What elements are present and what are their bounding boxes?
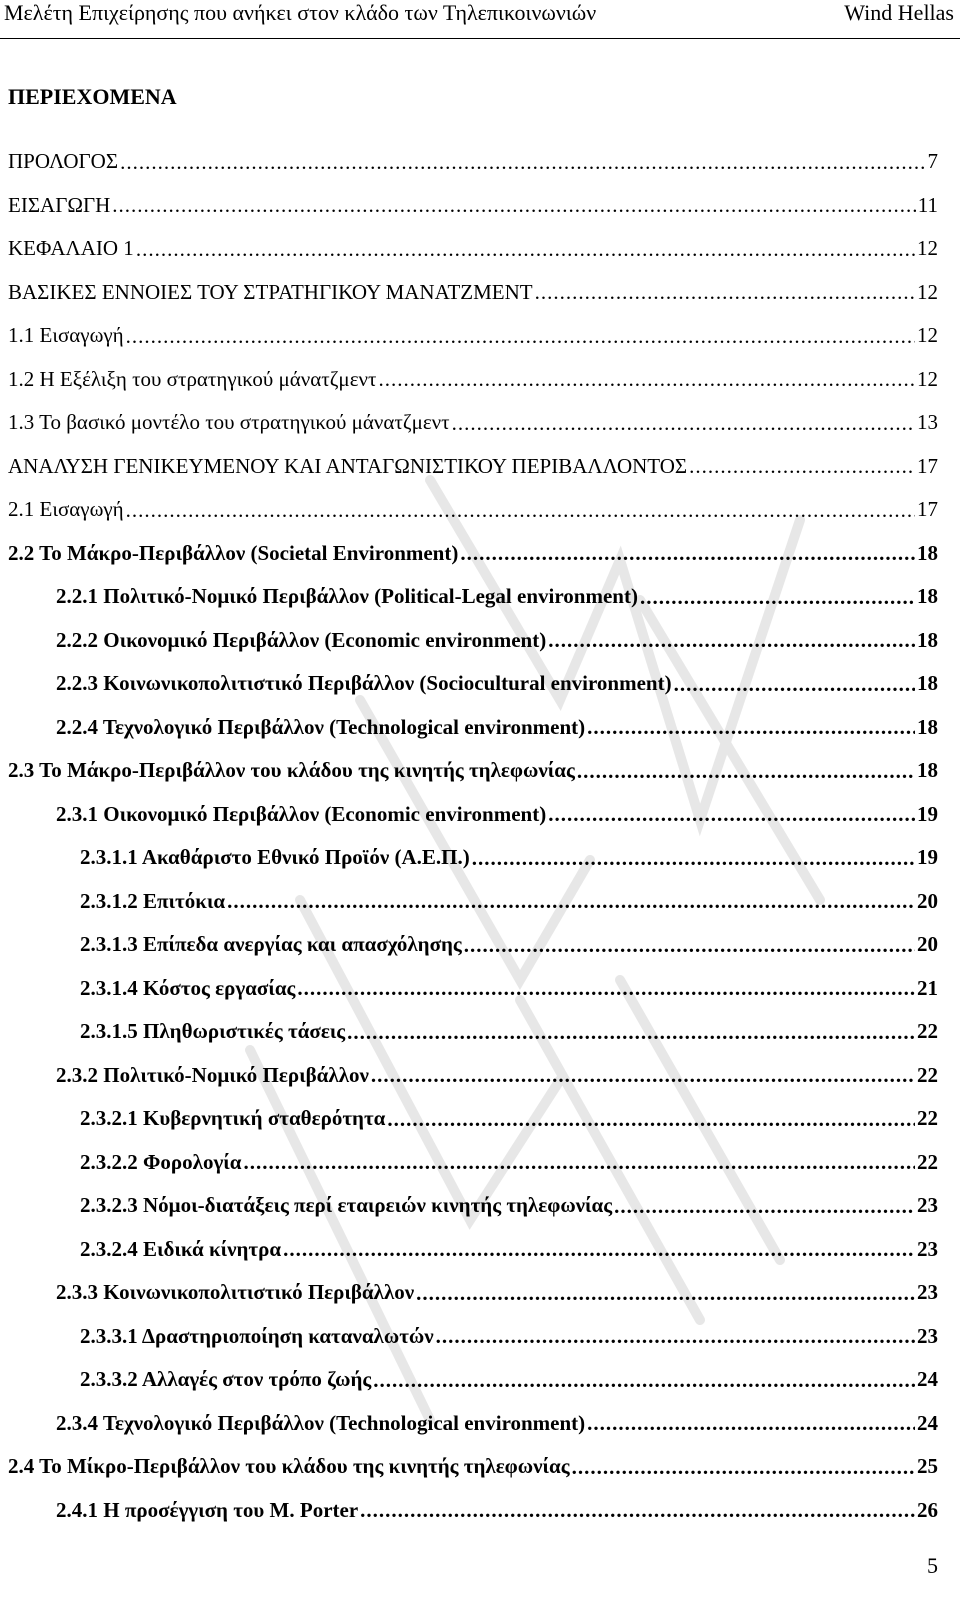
toc-entry-title: 2.4 Το Μίκρο-Περιβάλλον του κλάδου της κινητής τηλεφωνίας bbox=[8, 1454, 570, 1479]
toc-entry[interactable] bbox=[0, 1010, 960, 1054]
toc-entry-title: 2.2.1 Πολιτικό-Νομικό Περιβάλλον (Political-Legal environment) bbox=[56, 584, 638, 609]
toc-leader-dots bbox=[416, 1280, 915, 1306]
toc-entry-title: 1.1 Εισαγωγή bbox=[8, 323, 124, 348]
toc-entry-page: 23 bbox=[917, 1236, 938, 1261]
toc-leader-dots bbox=[227, 888, 915, 914]
table-of-contents bbox=[0, 140, 960, 1532]
toc-entry[interactable] bbox=[0, 488, 960, 532]
toc-entry-page: 12 bbox=[917, 236, 938, 261]
toc-entry-page: 13 bbox=[917, 410, 938, 435]
toc-entry-title: 2.3.2.4 Ειδικά κίνητρα bbox=[80, 1236, 282, 1261]
toc-leader-dots bbox=[378, 366, 915, 392]
toc-entry-title: ΠΡΟΛΟΓΟΣ bbox=[8, 149, 119, 174]
toc-entry-page: 18 bbox=[917, 627, 938, 652]
toc-leader-dots bbox=[548, 801, 915, 827]
toc-leader-dots bbox=[640, 584, 915, 610]
toc-entry-page: 25 bbox=[917, 1454, 938, 1479]
toc-entry[interactable] bbox=[0, 184, 960, 228]
toc-leader-dots bbox=[460, 540, 915, 566]
toc-entry[interactable] bbox=[0, 793, 960, 837]
toc-leader-dots bbox=[472, 845, 915, 871]
toc-entry-title: ΒΑΣΙΚΕΣ ΕΝΝΟΙΕΣ ΤΟΥ ΣΤΡΑΤΗΓΙΚΟΥ ΜΑΝΑΤΖΜΕΝΤ bbox=[8, 279, 533, 304]
toc-entry-title: 2.3.2.1 Κυβερνητική σταθερότητα bbox=[80, 1106, 386, 1131]
toc-entry-page: 22 bbox=[917, 1149, 938, 1174]
toc-entry-page: 12 bbox=[917, 366, 938, 391]
toc-entry-title: 2.3.3.1 Δραστηριοποίηση καταναλωτών bbox=[80, 1323, 434, 1348]
toc-entry[interactable] bbox=[0, 1054, 960, 1098]
toc-entry-title: 2.3.1.2 Επιτόκια bbox=[80, 888, 226, 913]
toc-leader-dots bbox=[347, 1019, 915, 1045]
toc-entry[interactable] bbox=[0, 271, 960, 315]
toc-entry-page: 23 bbox=[917, 1323, 938, 1348]
toc-entry-page: 26 bbox=[917, 1497, 938, 1522]
toc-entry-page: 12 bbox=[917, 323, 938, 348]
toc-leader-dots bbox=[120, 149, 925, 175]
toc-entry[interactable] bbox=[0, 1315, 960, 1359]
toc-leader-dots bbox=[297, 975, 915, 1001]
toc-leader-dots bbox=[572, 1454, 915, 1480]
toc-leader-dots bbox=[283, 1236, 915, 1262]
toc-leader-dots bbox=[136, 236, 915, 262]
toc-entry-title: 2.3.2.2 Φορολογία bbox=[80, 1149, 242, 1174]
toc-leader-dots bbox=[112, 192, 916, 218]
toc-entry-page: 22 bbox=[917, 1062, 938, 1087]
toc-leader-dots bbox=[387, 1106, 915, 1132]
toc-leader-dots bbox=[587, 1410, 915, 1436]
toc-entry-page: 12 bbox=[917, 279, 938, 304]
toc-entry-title: 2.3.4 Τεχνολογικό Περιβάλλον (Technological environment) bbox=[56, 1410, 586, 1435]
toc-entry[interactable] bbox=[0, 1228, 960, 1272]
toc-leader-dots bbox=[360, 1497, 915, 1523]
toc-entry[interactable] bbox=[0, 1445, 960, 1489]
toc-entry[interactable] bbox=[0, 619, 960, 663]
toc-entry[interactable] bbox=[0, 1184, 960, 1228]
toc-entry[interactable] bbox=[0, 314, 960, 358]
toc-leader-dots bbox=[577, 758, 915, 784]
toc-leader-dots bbox=[244, 1149, 915, 1175]
toc-leader-dots bbox=[464, 932, 915, 958]
toc-leader-dots bbox=[689, 453, 915, 479]
toc-entry[interactable] bbox=[0, 1402, 960, 1446]
toc-leader-dots bbox=[452, 410, 915, 436]
toc-entry-page: 17 bbox=[917, 497, 938, 522]
toc-leader-dots bbox=[436, 1323, 915, 1349]
toc-entry[interactable] bbox=[0, 575, 960, 619]
toc-entry-page: 18 bbox=[917, 671, 938, 696]
toc-leader-dots bbox=[614, 1193, 915, 1219]
toc-entry-title: 1.2 Η Εξέλιξη του στρατηγικού μάνατζμεντ bbox=[8, 366, 377, 391]
toc-entry-page: 22 bbox=[917, 1106, 938, 1131]
toc-entry-page: 18 bbox=[917, 584, 938, 609]
header-title: Μελέτη Επιχείρησης που ανήκει στον κλάδο των Τηλεπικοινωνιών bbox=[4, 0, 597, 25]
toc-entry[interactable] bbox=[0, 358, 960, 402]
toc-entry-title: 2.2.2 Οικονομικό Περιβάλλον (Economic environment) bbox=[56, 627, 547, 652]
toc-entry[interactable] bbox=[0, 401, 960, 445]
toc-entry[interactable] bbox=[0, 1358, 960, 1402]
toc-entry[interactable] bbox=[0, 1271, 960, 1315]
toc-entry-page: 19 bbox=[917, 801, 938, 826]
toc-title: ΠΕΡΙΕΧΟΜΕΝΑ bbox=[8, 84, 177, 109]
toc-entry-title: ΕΙΣΑΓΩΓΗ bbox=[8, 192, 111, 217]
toc-entry-page: 18 bbox=[917, 540, 938, 565]
toc-entry-title: 2.3.2.3 Νόμοι-διατάξεις περί εταιρειών κινητής τηλεφωνίας bbox=[80, 1193, 613, 1218]
toc-entry[interactable] bbox=[0, 1489, 960, 1533]
toc-leader-dots bbox=[587, 714, 915, 740]
toc-entry[interactable] bbox=[0, 706, 960, 750]
toc-entry[interactable] bbox=[0, 1141, 960, 1185]
toc-entry-title: 2.3.1.1 Ακαθάριστο Εθνικό Προϊόν (Α.Ε.Π.) bbox=[80, 845, 470, 870]
toc-entry[interactable] bbox=[0, 749, 960, 793]
toc-leader-dots bbox=[535, 279, 915, 305]
toc-entry-page: 7 bbox=[927, 149, 938, 174]
toc-entry[interactable] bbox=[0, 923, 960, 967]
toc-entry-title: 2.4.1 Η προσέγγιση του M. Porter bbox=[56, 1497, 359, 1522]
page-header bbox=[0, 0, 960, 39]
toc-entry-page: 23 bbox=[917, 1280, 938, 1305]
toc-entry-page: 21 bbox=[917, 975, 938, 1000]
toc-entry[interactable] bbox=[0, 967, 960, 1011]
toc-leader-dots bbox=[548, 627, 915, 653]
toc-entry-title: 2.3.3 Κοινωνικοπολιτιστικό Περιβάλλον bbox=[56, 1280, 415, 1305]
toc-entry-page: 20 bbox=[917, 888, 938, 913]
toc-entry[interactable] bbox=[0, 1097, 960, 1141]
toc-entry-title: 2.3.1 Οικονομικό Περιβάλλον (Economic environment) bbox=[56, 801, 547, 826]
toc-entry-page: 22 bbox=[917, 1019, 938, 1044]
toc-entry-title: 1.3 Το βασικό μοντέλο του στρατηγικού μάνατζμεντ bbox=[8, 410, 450, 435]
toc-entry-title: 2.2 Το Μάκρο-Περιβάλλον (Societal Environment) bbox=[8, 540, 459, 565]
toc-leader-dots bbox=[371, 1062, 915, 1088]
toc-entry-title: 2.3.3.2 Αλλαγές στον τρόπο ζωής bbox=[80, 1367, 372, 1392]
toc-entry-title: 2.2.4 Τεχνολογικό Περιβάλλον (Technological environment) bbox=[56, 714, 586, 739]
header-company: Wind Hellas bbox=[844, 0, 954, 25]
toc-entry[interactable] bbox=[0, 227, 960, 271]
toc-leader-dots bbox=[126, 323, 915, 349]
toc-entry[interactable] bbox=[0, 445, 960, 489]
toc-entry-title: 2.3.1.5 Πληθωριστικές τάσεις bbox=[80, 1019, 346, 1044]
toc-leader-dots bbox=[674, 671, 915, 697]
toc-entry-page: 20 bbox=[917, 932, 938, 957]
toc-leader-dots bbox=[373, 1367, 915, 1393]
toc-entry-page: 11 bbox=[917, 192, 938, 217]
toc-entry-title: ΑΝΑΛΥΣΗ ΓΕΝΙΚΕΥΜΕΝΟΥ ΚΑΙ ΑΝΤΑΓΩΝΙΣΤΙΚΟΥ ΠΕΡΙΒΑΛΛΟΝΤΟΣ bbox=[8, 453, 688, 478]
toc-entry[interactable] bbox=[0, 880, 960, 924]
toc-entry-title: ΚΕΦΑΛΑΙΟ 1 bbox=[8, 236, 134, 261]
toc-entry-page: 18 bbox=[917, 758, 938, 783]
toc-entry-page: 18 bbox=[917, 714, 938, 739]
toc-entry-title: 2.3.1.4 Κόστος εργασίας bbox=[80, 975, 296, 1000]
toc-entry[interactable] bbox=[0, 662, 960, 706]
toc-entry-page: 24 bbox=[917, 1410, 938, 1435]
toc-entry-title: 2.3.2 Πολιτικό-Νομικό Περιβάλλον bbox=[56, 1062, 369, 1087]
toc-entry[interactable] bbox=[0, 836, 960, 880]
toc-entry-page: 17 bbox=[917, 453, 938, 478]
toc-leader-dots bbox=[126, 497, 915, 523]
page-number: 5 bbox=[927, 1553, 938, 1578]
toc-entry-page: 23 bbox=[917, 1193, 938, 1218]
toc-entry-title: 2.3.1.3 Επίπεδα ανεργίας και απασχόλησης bbox=[80, 932, 462, 957]
toc-entry-page: 19 bbox=[917, 845, 938, 870]
toc-entry-page: 24 bbox=[917, 1367, 938, 1392]
toc-entry-title: 2.1 Εισαγωγή bbox=[8, 497, 124, 522]
toc-entry[interactable] bbox=[0, 532, 960, 576]
toc-entry[interactable] bbox=[0, 140, 960, 184]
toc-entry-title: 2.3 Το Μάκρο-Περιβάλλον του κλάδου της κινητής τηλεφωνίας bbox=[8, 758, 575, 783]
toc-entry-title: 2.2.3 Κοινωνικοπολιτιστικό Περιβάλλον (Sociocultural environment) bbox=[56, 671, 672, 696]
